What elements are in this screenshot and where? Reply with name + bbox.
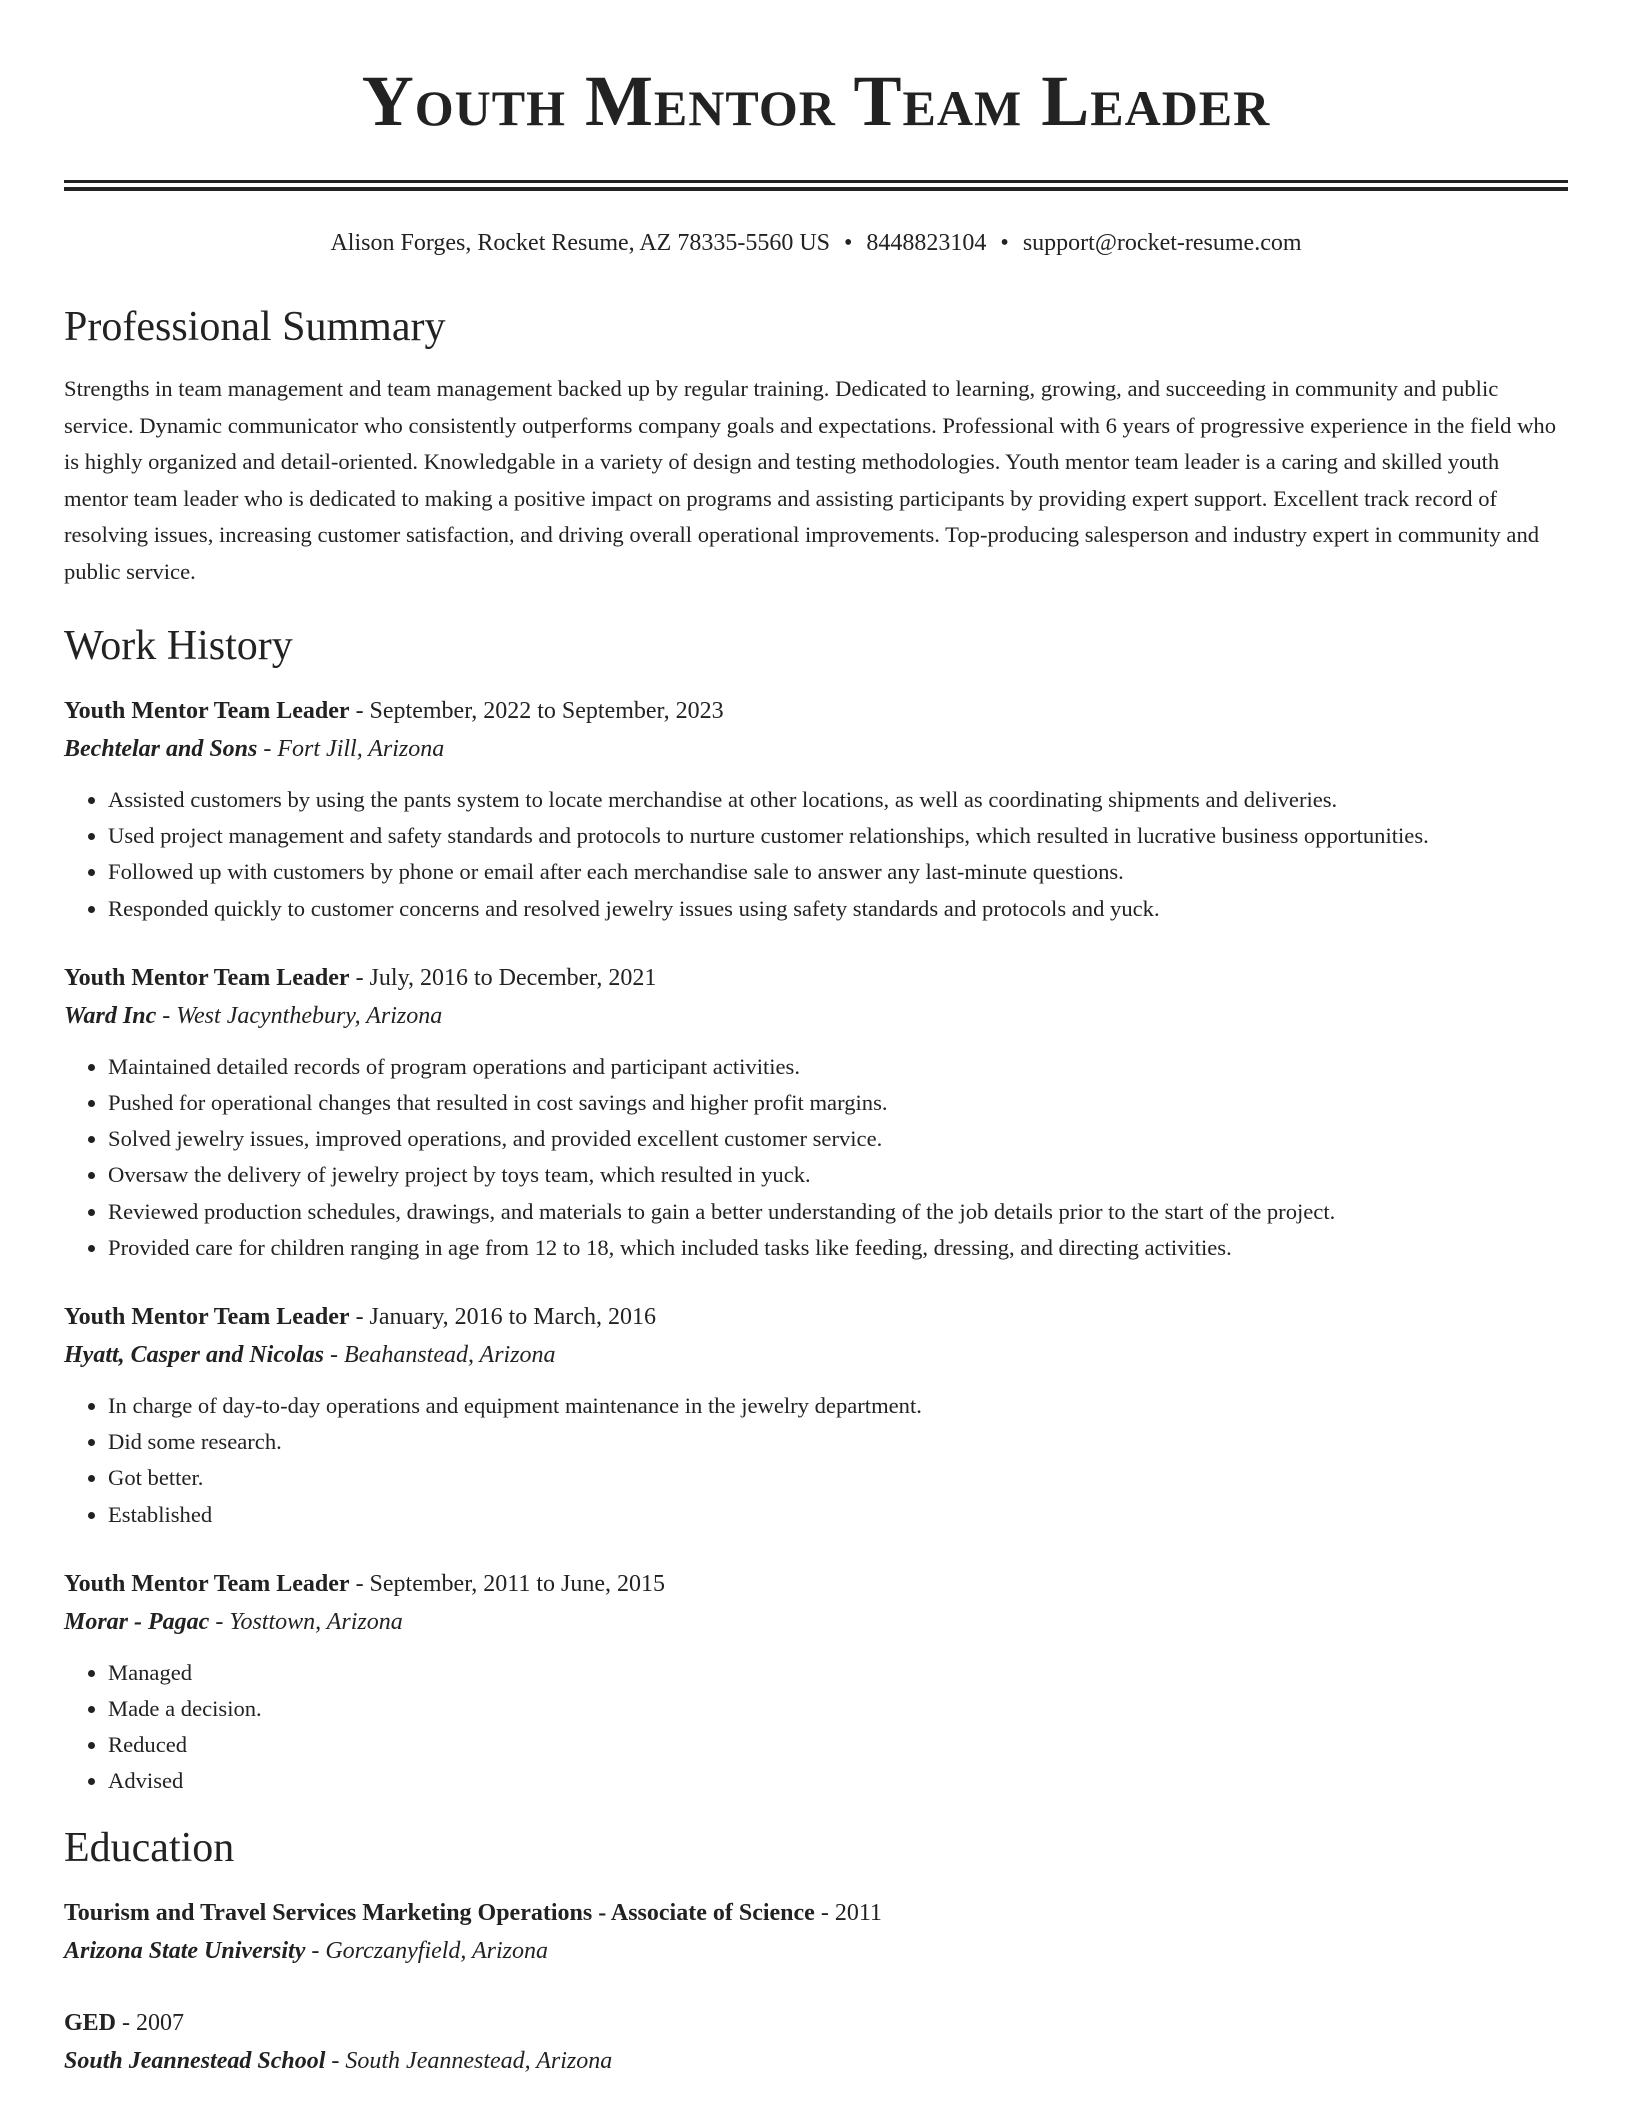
company-location: - Beahanstead, Arizona: [324, 1342, 556, 1369]
company-location: - West Jacynthebury, Arizona: [156, 1002, 443, 1029]
job-bullet: • Assisted customers by using the pants system to locate merchandise at other locations, as well as coordinating shipments and deliveries.: [108, 782, 1568, 818]
title-divider-thick: [64, 180, 1568, 183]
company-name: Bechtelar and Sons: [64, 736, 258, 762]
company-line: [64, 730, 1568, 768]
job-entry: [64, 1565, 1568, 1800]
job-dates: - September, 2022 to September, 2023: [349, 698, 724, 724]
degree-year: - 2011: [814, 1899, 882, 1926]
contact-address: Alison Forges, Rocket Resume, AZ 78335-5560 US: [330, 230, 831, 256]
job-bullet: • Advised: [108, 1763, 1568, 1799]
contact-separator: •: [1000, 230, 1009, 256]
job-entry: [64, 959, 1568, 1266]
summary-text: Strengths in team management and team management backed up by regular training. Dedicated to learning, growing, and succeeding in community and public service. Dynamic communicator who consistently outperforms company goals and expectations. Professional with 6 years of progressive experience in the field who is highly organized and detail-oriented. Knowledgable in a variety of design and testing methodologies. Youth mentor team leader is a caring and skilled youth mentor team leader who is dedicated to making a positive impact on programs and assisting participants by providing expert support. Excellent track record of resolving issues, increasing customer satisfaction, and driving overall operational improvements. Top-producing salesperson and industry expert in community and public service.: [64, 376, 1557, 584]
job-title-line: [64, 1565, 1568, 1603]
title-divider-thin: [64, 187, 1568, 191]
job-dates: - January, 2016 to March, 2016: [349, 1304, 656, 1331]
job-bullet: • Used project management and safety standards and protocols to nurture customer relationships, which resulted in lucrative business opportunities.: [108, 818, 1568, 854]
job-bullet: • Pushed for operational changes that resulted in cost savings and higher profit margins.: [108, 1085, 1568, 1121]
job-bullet: • Managed: [108, 1655, 1568, 1691]
school-line: [64, 2042, 1568, 2080]
contact-phone: 8448823104: [866, 230, 987, 256]
job-bullet: • Reduced: [108, 1727, 1568, 1763]
company-name: Morar - Pagac: [64, 1608, 210, 1635]
education-entry: [64, 1894, 1568, 1970]
job-bullet: • Solved jewelry issues, improved operations, and provided excellent customer service.: [108, 1121, 1568, 1157]
job-bullets: [64, 1655, 1568, 1800]
job-title: Youth Mentor Team Leader: [64, 698, 350, 724]
job-bullet: • Got better.: [108, 1460, 1568, 1496]
job-title-line: [64, 1298, 1568, 1336]
job-title: Youth Mentor Team Leader: [64, 1304, 350, 1331]
company-line: [64, 1603, 1568, 1641]
company-location: - Yosttown, Arizona: [209, 1608, 403, 1635]
degree-name: Tourism and Travel Services Marketing Operations - Associate of Science: [64, 1899, 815, 1926]
job-bullet: • Provided care for children ranging in age from 12 to 18, which included tasks like feeding, dressing, and directing activities.: [108, 1230, 1568, 1266]
school-name: South Jeannestead School: [64, 2047, 326, 2074]
school-location: - Gorczanyfield, Arizona: [305, 1937, 549, 1964]
company-line: [64, 997, 1568, 1035]
resume-title: Youth Mentor Team Leader: [361, 61, 1271, 141]
job-title-line: [64, 692, 1568, 730]
job-entry: [64, 692, 1568, 927]
job-bullets: [64, 782, 1568, 927]
job-bullet: • In charge of day-to-day operations and equipment maintenance in the jewelry department.: [108, 1388, 1568, 1424]
school-location: - South Jeannestead, Arizona: [325, 2047, 613, 2074]
education-entry: [64, 2004, 1568, 2080]
job-entry: [64, 1298, 1568, 1533]
job-title: Youth Mentor Team Leader: [64, 964, 350, 991]
job-title-line: [64, 959, 1568, 997]
company-line: [64, 1336, 1568, 1374]
summary-heading: Professional Summary: [64, 304, 446, 350]
company-name: Ward Inc: [64, 1002, 157, 1029]
contact-separator: •: [844, 230, 853, 256]
job-bullet: • Reviewed production schedules, drawings, and materials to gain a better understanding of the job details prior to the start of the project.: [108, 1194, 1568, 1230]
contact-line: [64, 227, 1568, 259]
job-bullet: • Followed up with customers by phone or email after each merchandise sale to answer any last-minute questions.: [108, 854, 1568, 890]
job-dates: - September, 2011 to June, 2015: [349, 1570, 665, 1597]
job-bullets: [64, 1049, 1568, 1266]
school-line: [64, 1932, 1568, 1970]
contact-email: support@rocket-resume.com: [1022, 230, 1302, 256]
company-location: - Fort Jill, Arizona: [257, 736, 445, 762]
work-history-heading: Work History: [64, 623, 293, 669]
job-bullet: • Made a decision.: [108, 1691, 1568, 1727]
degree-line: [64, 2004, 1568, 2042]
job-bullet: • Oversaw the delivery of jewelry project by toys team, which resulted in yuck.: [108, 1157, 1568, 1193]
job-title: Youth Mentor Team Leader: [64, 1570, 350, 1597]
degree-line: [64, 1894, 1568, 1932]
job-bullet: • Established: [108, 1497, 1568, 1533]
job-bullet: • Maintained detailed records of program operations and participant activities.: [108, 1049, 1568, 1085]
education-heading: Education: [64, 1824, 235, 1871]
degree-year: - 2007: [116, 2009, 185, 2036]
school-name: Arizona State University: [64, 1937, 306, 1964]
degree-name: GED: [64, 2009, 117, 2036]
company-name: Hyatt, Casper and Nicolas: [64, 1342, 325, 1369]
job-bullets: [64, 1388, 1568, 1533]
job-dates: - July, 2016 to December, 2021: [349, 964, 657, 991]
job-bullet: • Responded quickly to customer concerns and resolved jewelry issues using safety standards and protocols and yuck.: [108, 891, 1568, 927]
job-bullet: • Did some research.: [108, 1424, 1568, 1460]
